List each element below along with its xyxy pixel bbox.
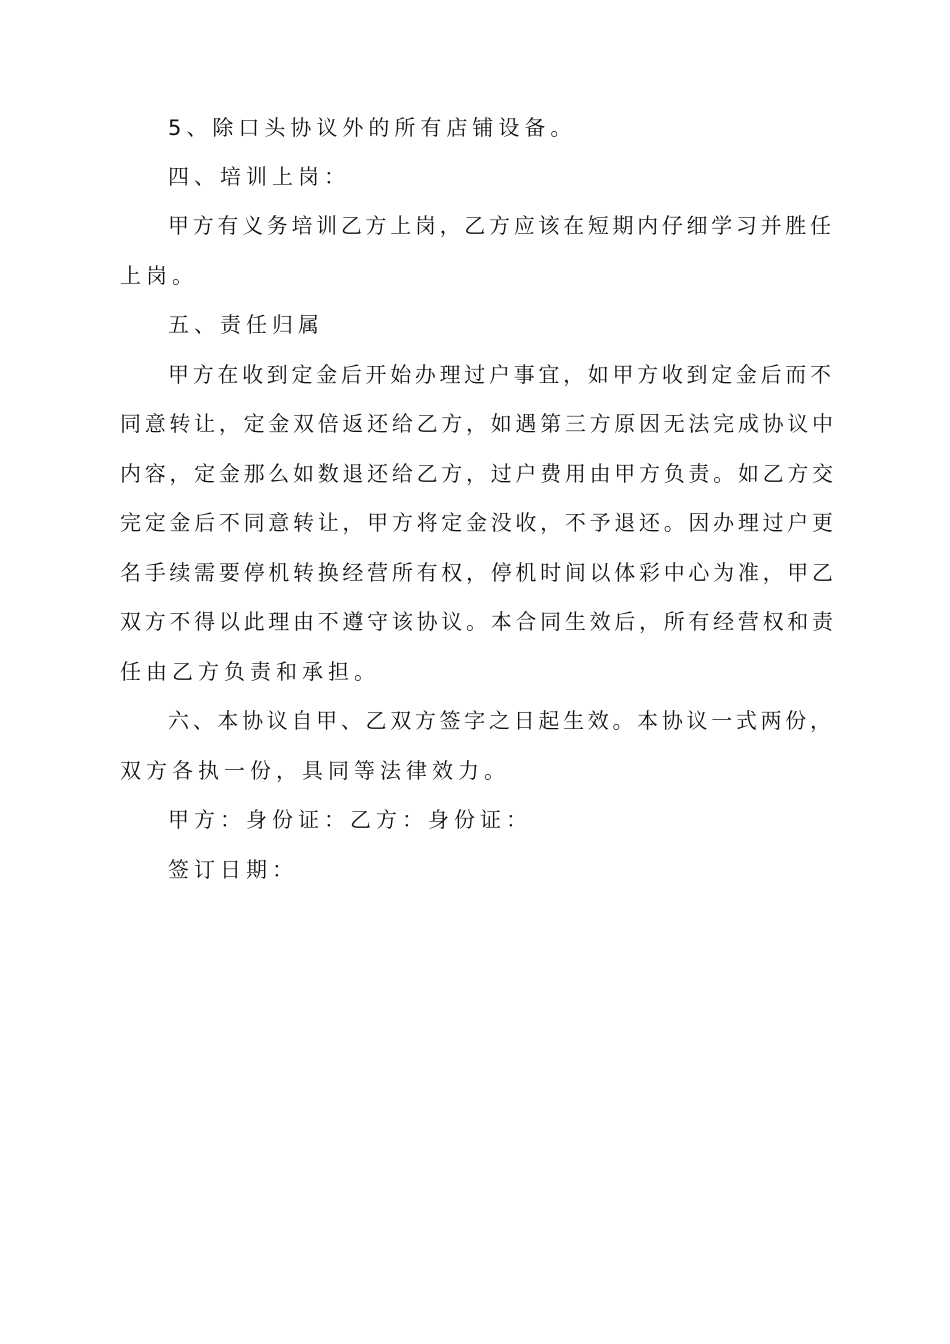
heading-training: 四、培训上岗： [168,165,350,189]
responsibility-paragraph-line-6: 双方不得以此理由不遵守该协议。本合同生效后，所有经营权和责 [120,610,833,634]
clause-equipment-item-5: 5、除口头协议外的所有店铺设备。 [168,116,577,140]
responsibility-paragraph-line-4: 完定金后不同意转让，甲方将定金没收，不予退还。因办理过户更 [120,511,833,535]
heading-responsibility: 五、责任归属 [168,313,324,337]
party-id-signature-line: 甲方：身份证：乙方：身份证： [168,808,532,832]
responsibility-paragraph-line-3: 内容，定金那么如数退还给乙方，过户费用由甲方负责。如乙方交 [120,462,833,486]
responsibility-paragraph-line-5: 名手续需要停机转换经营所有权，停机时间以体彩中心为准，甲乙 [120,561,833,585]
training-paragraph-line-1: 甲方有义务培训乙方上岗，乙方应该在短期内仔细学习并胜任 [168,214,831,238]
responsibility-paragraph-line-7: 任由乙方负责和承担。 [120,660,380,684]
responsibility-paragraph-line-2: 同意转让，定金双倍返还给乙方，如遇第三方原因无法完成协议中 [120,412,833,436]
responsibility-paragraph-line-1: 甲方在收到定金后开始办理过户事宜，如甲方收到定金后而不 [168,363,831,387]
signing-date-line: 签订日期： [168,858,298,882]
effectiveness-paragraph-line-1: 六、本协议自甲、乙双方签字之日起生效。本协议一式两份， [168,709,831,733]
training-paragraph-line-2: 上岗。 [120,264,198,288]
effectiveness-paragraph-line-2: 双方各执一份，具同等法律效力。 [120,759,510,783]
